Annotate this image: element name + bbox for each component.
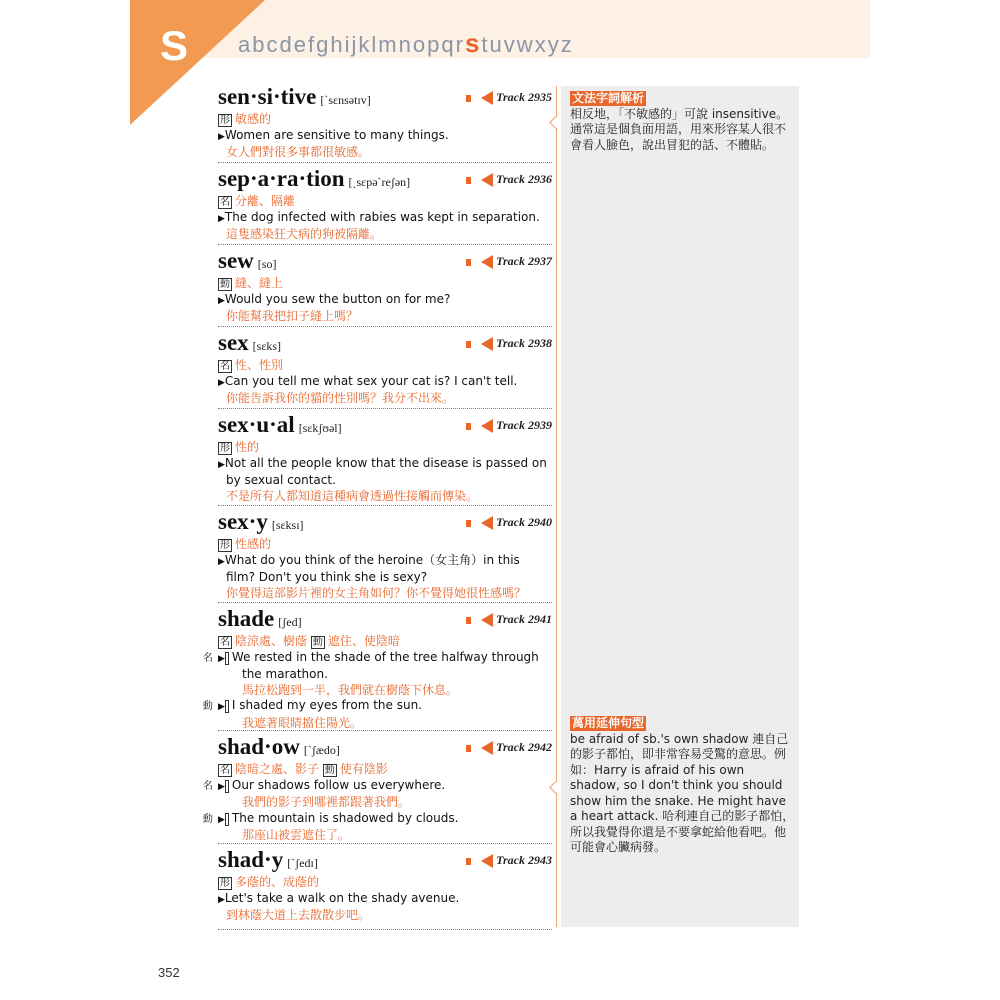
pos-tag: 形 [220, 540, 230, 551]
dictionary-entry [218, 330, 552, 409]
speaker-icon [466, 95, 471, 102]
bullet-arrow-icon: ▶ [218, 459, 225, 470]
speaker-icon [481, 854, 493, 868]
example-text: Let's take a walk on the shady avenue. [224, 890, 460, 905]
speaker-icon [466, 259, 471, 266]
pos-tag: 名 [220, 637, 230, 648]
entry-head [218, 734, 552, 762]
audio-track[interactable] [468, 172, 552, 187]
headword: sex·u·al [218, 412, 295, 437]
part-of-speech [218, 875, 552, 891]
pos-tag: 形 [220, 115, 230, 126]
bullet-arrow-icon: ▶ [218, 702, 225, 712]
example-translation: 你覺得這部影片裡的女主角如何？你不覺得她很性感嗎？ [226, 585, 527, 600]
speaker-icon [466, 858, 471, 865]
dictionary-entry [218, 509, 552, 603]
speaker-icon [481, 173, 493, 187]
example-text: What do you think of the heroine（女主角）in this film? Don't you think she is sexy? [224, 552, 520, 584]
alphabet-letter-g: g [316, 32, 331, 57]
pos-tag: 名 [225, 652, 229, 665]
headword: shad·y [218, 847, 284, 872]
entry-head [218, 847, 552, 875]
note-title: 文法字詞解析 [572, 91, 645, 105]
note-body: be afraid of sb.'s own shadow 連自己的影子都怕，即非常容易受驚的意思。例如：Harry is afraid of his own shadow, so I don't think you should show him the snake. He might have a heart attack. 哈利連自己的影子都怕，所以我覺得你還是不要拿蛇給他看吧。他可能會心臟病發。 [570, 731, 795, 854]
pattern-note [570, 716, 796, 856]
bullet-arrow-icon: ▶ [218, 213, 225, 224]
phonetic: [sɛks] [252, 339, 282, 353]
alphabet-letter-w: w [516, 32, 535, 57]
dictionary-entry [218, 166, 552, 245]
speaker-icon [466, 617, 471, 624]
speaker-icon [481, 91, 493, 105]
meaning: 性感的 [235, 537, 272, 551]
speaker-icon [466, 745, 471, 752]
alphabet-letter-v: v [503, 32, 517, 57]
headword: shad·ow [218, 734, 300, 759]
speaker-icon [466, 177, 471, 184]
alphabet-letter-b: b [252, 32, 267, 57]
headword: sex·y [218, 509, 268, 534]
phonetic: [so] [257, 257, 277, 271]
example-translation: 我遮著眼睛擋住陽光。 [242, 715, 363, 730]
alphabet-letter-i: i [344, 32, 352, 57]
page-number: 352 [158, 965, 180, 980]
entry-head [218, 166, 552, 194]
bullet-arrow-icon: ▶ [218, 814, 225, 825]
meaning: 陰涼處、樹蔭 [235, 634, 308, 648]
dictionary-entry [218, 248, 552, 327]
entry-head [218, 412, 552, 440]
example-translation: 這隻感染狂犬病的狗被隔離。 [226, 227, 383, 241]
track-label: Track 2936 [496, 172, 552, 186]
example-translation: 馬拉松跑到一半，我們就在樹蔭下休息。 [242, 682, 459, 697]
example-translation: 到林蔭大道上去散散步吧。 [226, 908, 371, 922]
speaker-icon [466, 423, 471, 430]
example-sentence [202, 649, 552, 683]
meaning: 多蔭的、成蔭的 [235, 875, 320, 889]
alphabet-letter-c: c [266, 32, 280, 57]
pos-tag: 形 [220, 878, 230, 889]
headword: shade [218, 606, 275, 631]
track-label: Track 2940 [496, 515, 552, 529]
grammar-note [570, 91, 796, 153]
alphabet-letter-t: t [481, 32, 490, 57]
example-text: The mountain is shadowed by clouds. [231, 810, 459, 825]
part-of-speech [218, 112, 552, 128]
note-title: 萬用延伸句型 [572, 716, 645, 730]
example-text: I shaded my eyes from the sun. [231, 698, 422, 712]
speaker-icon [481, 255, 493, 269]
dictionary-entry [218, 847, 552, 930]
audio-track[interactable] [468, 418, 552, 433]
bullet-arrow-icon: ▶ [218, 653, 225, 664]
track-label: Track 2935 [496, 90, 552, 104]
example-translation: 你能告訴我你的貓的性別嗎？我分不出來。 [226, 391, 455, 405]
pos-tag: 動 [225, 700, 229, 713]
headword: sep·a·ra·tion [218, 166, 345, 191]
phonetic: [ˋʃædo] [303, 743, 340, 757]
headword: sen·si·tive [218, 84, 317, 109]
phonetic: [ˋsɛnsətɪv] [320, 93, 371, 107]
example-text: Not all the people know that the disease is passed on by sexual contact. [224, 455, 547, 487]
part-of-speech [218, 762, 552, 778]
pos-tag: 動 [324, 765, 335, 776]
track-label: Track 2939 [496, 418, 552, 432]
track-label: Track 2937 [496, 254, 552, 268]
track-label: Track 2938 [496, 336, 552, 350]
part-of-speech [218, 537, 552, 553]
headword: sew [218, 248, 254, 273]
part-of-speech [218, 358, 552, 374]
pos-tag: 名 [220, 361, 230, 372]
bullet-arrow-icon: ▶ [218, 781, 225, 792]
alphabet-letter-y: y [547, 32, 561, 57]
note-body: 相反地，「不敏感的」可說 insensitive。通常這是個負面用語，用來形容某人很不會看人臉色，說出冒犯的話、不體貼。 [570, 106, 789, 152]
speaker-icon [481, 613, 493, 627]
example-sentence [218, 210, 552, 228]
pos-tag: 動 [225, 813, 229, 826]
track-label: Track 2942 [496, 740, 552, 754]
dictionary-entry [218, 84, 552, 163]
part-of-speech [218, 634, 552, 650]
phonetic: [ˏsɛpəˋreʃən] [348, 175, 411, 189]
part-of-speech [218, 194, 552, 210]
example-sentence [218, 456, 552, 489]
alphabet-letter-r: r [455, 32, 465, 57]
meaning: 縫、縫上 [235, 276, 284, 290]
bullet-arrow-icon: ▶ [218, 377, 225, 388]
alphabet-letter-l: l [371, 32, 379, 57]
dictionary-entry [202, 606, 552, 731]
alphabet-letter-e: e [293, 32, 308, 57]
example-sentence [218, 553, 552, 586]
speaker-icon [481, 741, 493, 755]
meaning: 使有陰影 [339, 762, 388, 776]
alphabet-letter-k: k [358, 32, 372, 57]
pos-tag: 形 [220, 443, 230, 454]
phonetic: [sɛksɪ] [271, 518, 304, 532]
speaker-icon [481, 419, 493, 433]
pos-tag: 動 [312, 637, 323, 648]
pos-tag: 名 [220, 197, 230, 208]
bullet-arrow-icon: ▶ [218, 295, 225, 306]
audio-track[interactable] [468, 336, 552, 351]
alphabet-letter-x: x [534, 32, 548, 57]
bullet-arrow-icon: ▶ [218, 131, 225, 142]
example-translation: 那座山被雲遮住了。 [242, 828, 351, 842]
phonetic: [sɛkʃʊəl] [298, 421, 342, 435]
speaker-icon [466, 520, 471, 527]
meaning: 陰暗之處、影子 [235, 762, 320, 776]
alphabet-letter-h: h [330, 32, 345, 57]
part-of-speech [218, 440, 552, 456]
audio-track[interactable] [468, 853, 552, 868]
alphabet-letter-d: d [279, 32, 294, 57]
alphabet-letter-z: z [560, 32, 574, 57]
meaning: 遮住、使陰暗 [327, 634, 400, 648]
alphabet-letter-n: n [398, 32, 413, 57]
example-translation: 不是所有人都知道這種病會透過性接觸而傳染。 [226, 488, 479, 503]
phonetic: [ˋʃedɪ] [287, 856, 318, 870]
pos-tag: 動 [220, 279, 230, 290]
speaker-icon [481, 337, 493, 351]
audio-track[interactable] [468, 90, 552, 105]
phonetic: [ʃed] [278, 615, 302, 629]
dictionary-entry [202, 734, 552, 844]
headword: sex [218, 330, 249, 355]
meaning: 敏感的 [235, 112, 272, 126]
example-text: Would you sew the button on for me? [224, 291, 451, 306]
sidebar-divider [556, 86, 557, 927]
example-sentence [218, 128, 552, 146]
example-sentence [218, 292, 552, 310]
speaker-icon [466, 341, 471, 348]
alphabet-letter-f: f [308, 32, 317, 57]
section-letter: S [160, 22, 189, 69]
example-text: Our shadows follow us everywhere. [231, 777, 446, 792]
alphabet-letter-a: a [238, 32, 253, 57]
track-label: Track 2941 [496, 612, 552, 626]
alphabet-letter-s: s [464, 28, 482, 58]
pos-tag: 名 [220, 765, 230, 776]
alphabet-letter-q: q [441, 32, 456, 57]
bullet-arrow-icon: ▶ [218, 556, 225, 567]
alphabet-letter-p: p [427, 32, 442, 57]
meaning: 性、性別 [235, 358, 284, 372]
track-label: Track 2943 [496, 853, 552, 867]
meaning: 分離、隔離 [235, 194, 296, 208]
example-text: We rested in the shade of the tree halfway through the marathon. [231, 649, 539, 681]
entry-head [218, 606, 552, 634]
entry-head [218, 330, 552, 358]
example-text: The dog infected with rabies was kept in separation. [224, 209, 540, 224]
meaning: 性的 [235, 440, 260, 454]
example-sentence [218, 891, 552, 909]
example-sentence [202, 777, 552, 796]
example-sentence [202, 698, 552, 716]
dictionary-entry [218, 412, 552, 506]
alphabet-index [238, 28, 574, 59]
audio-track[interactable] [468, 612, 552, 627]
audio-track[interactable] [468, 740, 552, 755]
alphabet-letter-j: j [351, 32, 359, 57]
alphabet-letter-u: u [489, 32, 504, 57]
part-of-speech [218, 276, 552, 292]
alphabet-letter-o: o [412, 32, 428, 57]
audio-track[interactable] [468, 254, 552, 269]
audio-track[interactable] [468, 515, 552, 530]
example-sentence [202, 810, 552, 829]
entry-head [218, 84, 552, 112]
entry-head [218, 248, 552, 276]
example-translation: 你能幫我把扣子縫上嗎？ [226, 309, 359, 323]
bullet-arrow-icon: ▶ [218, 894, 225, 905]
entry-head [218, 509, 552, 537]
example-text: Can you tell me what sex your cat is? I can't tell. [224, 373, 518, 388]
example-translation: 女人們對很多事都很敏感。 [226, 145, 371, 159]
alphabet-letter-m: m [378, 32, 399, 57]
pos-tag: 名 [225, 780, 229, 793]
speaker-icon [481, 516, 493, 530]
example-translation: 我們的影子到哪裡都跟著我們。 [242, 795, 411, 809]
example-text: Women are sensitive to many things. [224, 127, 449, 142]
example-sentence [218, 374, 552, 392]
